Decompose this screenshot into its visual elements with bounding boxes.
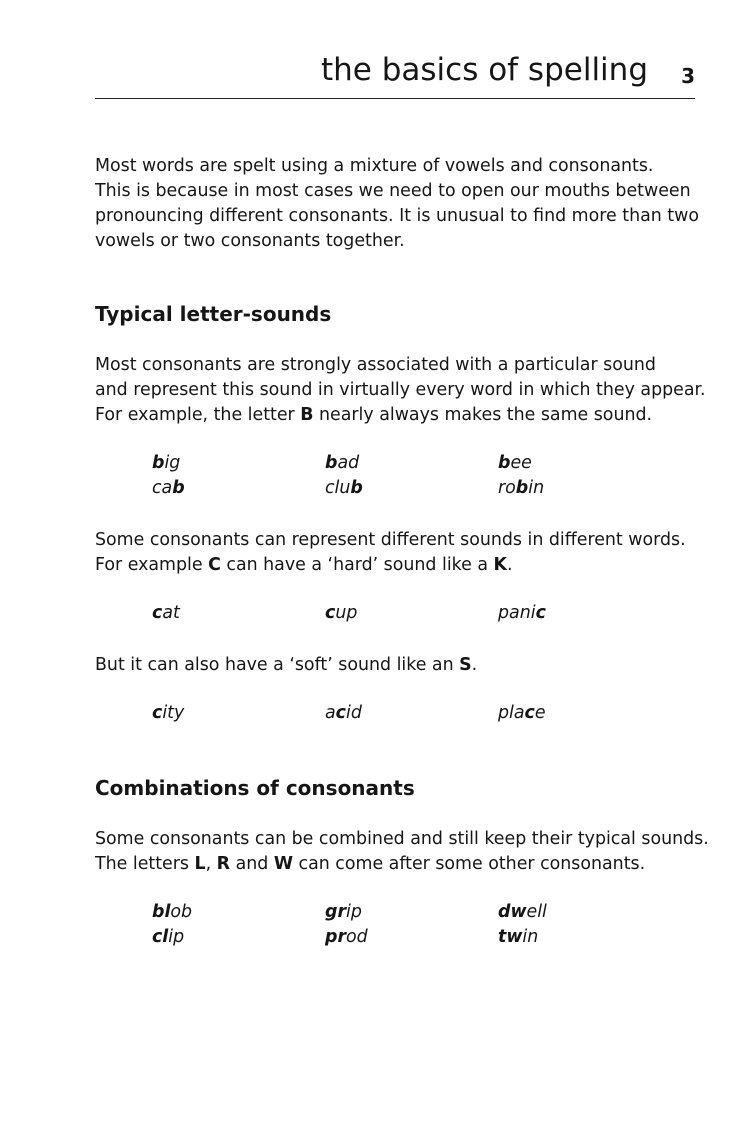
running-header bbox=[95, 46, 695, 99]
text-segment: Some consonants can be combined and still keep their typical sounds. bbox=[95, 829, 709, 849]
b-examples bbox=[152, 453, 652, 503]
text-segment: For example bbox=[95, 555, 209, 575]
emphasized-letter: R bbox=[216, 854, 231, 874]
example-word: panic bbox=[498, 603, 546, 623]
intro-paragraph bbox=[95, 154, 705, 254]
emphasized-letter: C bbox=[208, 555, 221, 575]
text-segment: . bbox=[507, 555, 513, 575]
example-word: prod bbox=[325, 927, 368, 947]
example-row bbox=[152, 902, 652, 927]
text-segment: The letters bbox=[95, 854, 195, 874]
example-word: big bbox=[152, 453, 181, 473]
section-heading-combinations: Combinations of consonants bbox=[95, 776, 415, 800]
emphasized-letter: S bbox=[459, 655, 472, 675]
text-segment: , bbox=[205, 854, 217, 874]
example-row bbox=[152, 603, 652, 628]
text-segment: For example, the letter bbox=[95, 405, 301, 425]
text-line bbox=[95, 827, 709, 852]
example-word: twin bbox=[498, 927, 539, 947]
example-row bbox=[152, 703, 652, 728]
page-number: 3 bbox=[681, 64, 695, 88]
text-line bbox=[95, 403, 705, 428]
example-word: robin bbox=[498, 478, 545, 498]
combinations-paragraph bbox=[95, 827, 709, 877]
emphasized-letter: B bbox=[300, 405, 314, 425]
emphasized-letter: K bbox=[493, 555, 508, 575]
text-segment: Most consonants are strongly associated with a particular sound bbox=[95, 355, 656, 375]
text-segment: But it can also have a ‘soft’ sound like an bbox=[95, 655, 460, 675]
intro-line: This is because in most cases we need to open our mouths between bbox=[95, 181, 691, 201]
example-word: bad bbox=[325, 453, 360, 473]
example-word: cab bbox=[152, 478, 185, 498]
chapter-title: the basics of spelling bbox=[320, 52, 648, 88]
c-hard-examples bbox=[152, 603, 652, 628]
text-line bbox=[95, 378, 705, 403]
emphasized-letter: W bbox=[273, 854, 294, 874]
text-segment: can have a ‘hard’ sound like a bbox=[220, 555, 494, 575]
emphasized-letter: L bbox=[194, 854, 206, 874]
combination-examples bbox=[152, 902, 652, 952]
text-line bbox=[95, 852, 705, 877]
intro-line: vowels or two consonants together. bbox=[95, 231, 405, 251]
example-word: acid bbox=[325, 703, 362, 723]
example-row bbox=[152, 927, 652, 952]
intro-line: Most words are spelt using a mixture of vowels and consonants. bbox=[95, 156, 654, 176]
text-segment: can come after some other consonants. bbox=[293, 854, 646, 874]
example-word: city bbox=[152, 703, 185, 723]
example-word: clip bbox=[152, 927, 185, 947]
text-line bbox=[95, 553, 705, 578]
text-segment: nearly always makes the same sound. bbox=[313, 405, 653, 425]
text-segment: and represent this sound in virtually every word in which they appear. bbox=[95, 380, 706, 400]
intro-line: pronouncing different consonants. It is unusual to find more than two bbox=[95, 206, 699, 226]
example-word: bee bbox=[498, 453, 532, 473]
example-row bbox=[152, 453, 652, 478]
section-heading-letter-sounds: Typical letter-sounds bbox=[95, 302, 332, 326]
example-word: blob bbox=[152, 902, 193, 922]
text-line bbox=[95, 653, 705, 678]
example-word: dwell bbox=[498, 902, 547, 922]
text-segment: Some consonants can represent different sounds in different words. bbox=[95, 530, 686, 550]
c-soft-examples bbox=[152, 703, 652, 728]
example-word: club bbox=[325, 478, 363, 498]
text-line bbox=[95, 353, 705, 378]
example-word: grip bbox=[325, 902, 362, 922]
example-word: cup bbox=[325, 603, 358, 623]
example-row bbox=[152, 478, 652, 503]
example-word: place bbox=[498, 703, 546, 723]
text-line bbox=[95, 528, 705, 553]
letter-sounds-paragraph bbox=[95, 353, 705, 428]
c-soft-paragraph bbox=[95, 653, 705, 678]
c-hard-paragraph bbox=[95, 528, 705, 578]
text-segment: . bbox=[471, 655, 478, 675]
text-segment: and bbox=[230, 854, 274, 874]
example-word: cat bbox=[152, 603, 180, 623]
